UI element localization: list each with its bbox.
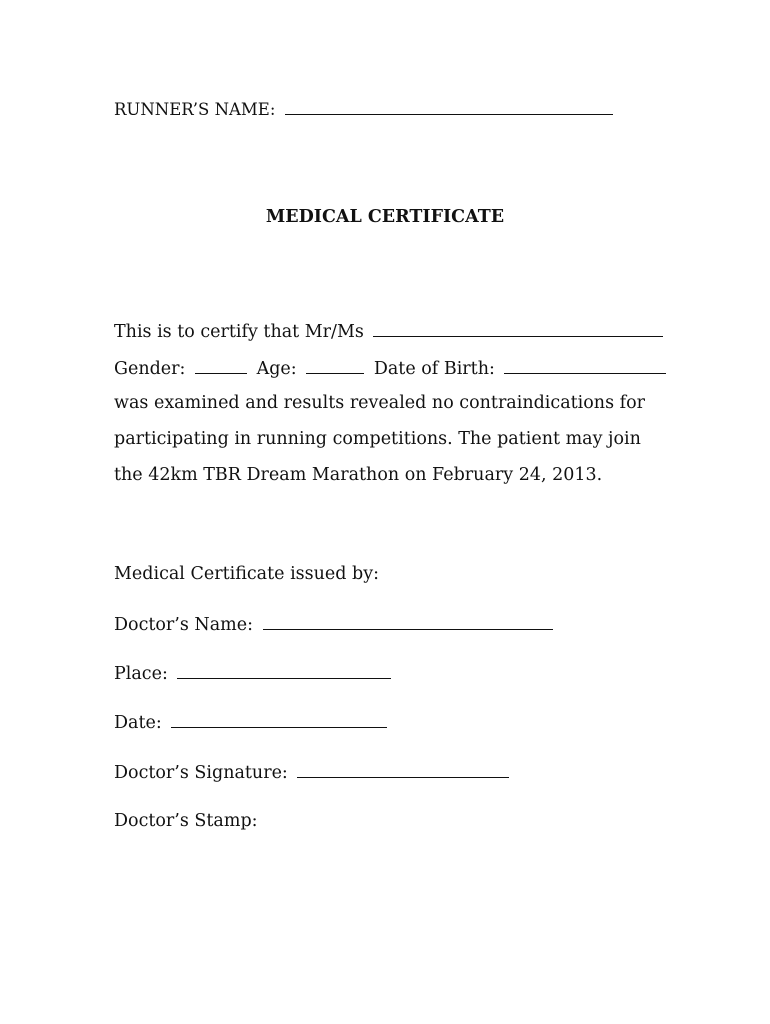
doctor-name-label: Doctor’s Name: — [114, 615, 254, 635]
body-line-2: participating in running competitions. The patient may join — [114, 429, 641, 449]
dob-field[interactable] — [504, 355, 666, 374]
date-row — [114, 709, 391, 735]
signature-label: Doctor’s Signature: — [114, 763, 288, 783]
stamp-row — [114, 809, 258, 833]
gender-label: Gender: — [114, 359, 186, 379]
doctor-name-field[interactable] — [263, 611, 553, 630]
certify-row — [114, 318, 667, 344]
stamp-label: Doctor’s Stamp: — [114, 811, 258, 831]
age-field[interactable] — [306, 355, 364, 374]
place-row — [114, 660, 395, 686]
date-label: Date: — [114, 713, 162, 733]
body-line-3: the 42km TBR Dream Marathon on February 24, 2013. — [114, 465, 603, 485]
place-field[interactable] — [177, 660, 391, 679]
age-label: Age: — [256, 359, 297, 379]
certify-prefix: This is to certify that Mr/Ms — [114, 322, 364, 342]
signature-field[interactable] — [297, 759, 509, 778]
document-title: MEDICAL CERTIFICATE — [265, 207, 505, 227]
runner-name-field[interactable] — [285, 96, 613, 115]
patient-name-field[interactable] — [373, 318, 663, 337]
runner-name-row — [114, 96, 617, 122]
issuer-heading: Medical Certificate issued by: — [114, 564, 380, 584]
gender-field[interactable] — [195, 355, 247, 374]
place-label: Place: — [114, 664, 168, 684]
body-line-1: was examined and results revealed no contraindications for — [114, 393, 645, 413]
runner-name-label: RUNNER’S NAME: — [114, 100, 276, 119]
signature-row — [114, 759, 513, 785]
demographics-row — [114, 355, 670, 381]
date-field[interactable] — [171, 709, 387, 728]
doctor-name-row — [114, 611, 557, 637]
dob-label: Date of Birth: — [373, 359, 495, 379]
